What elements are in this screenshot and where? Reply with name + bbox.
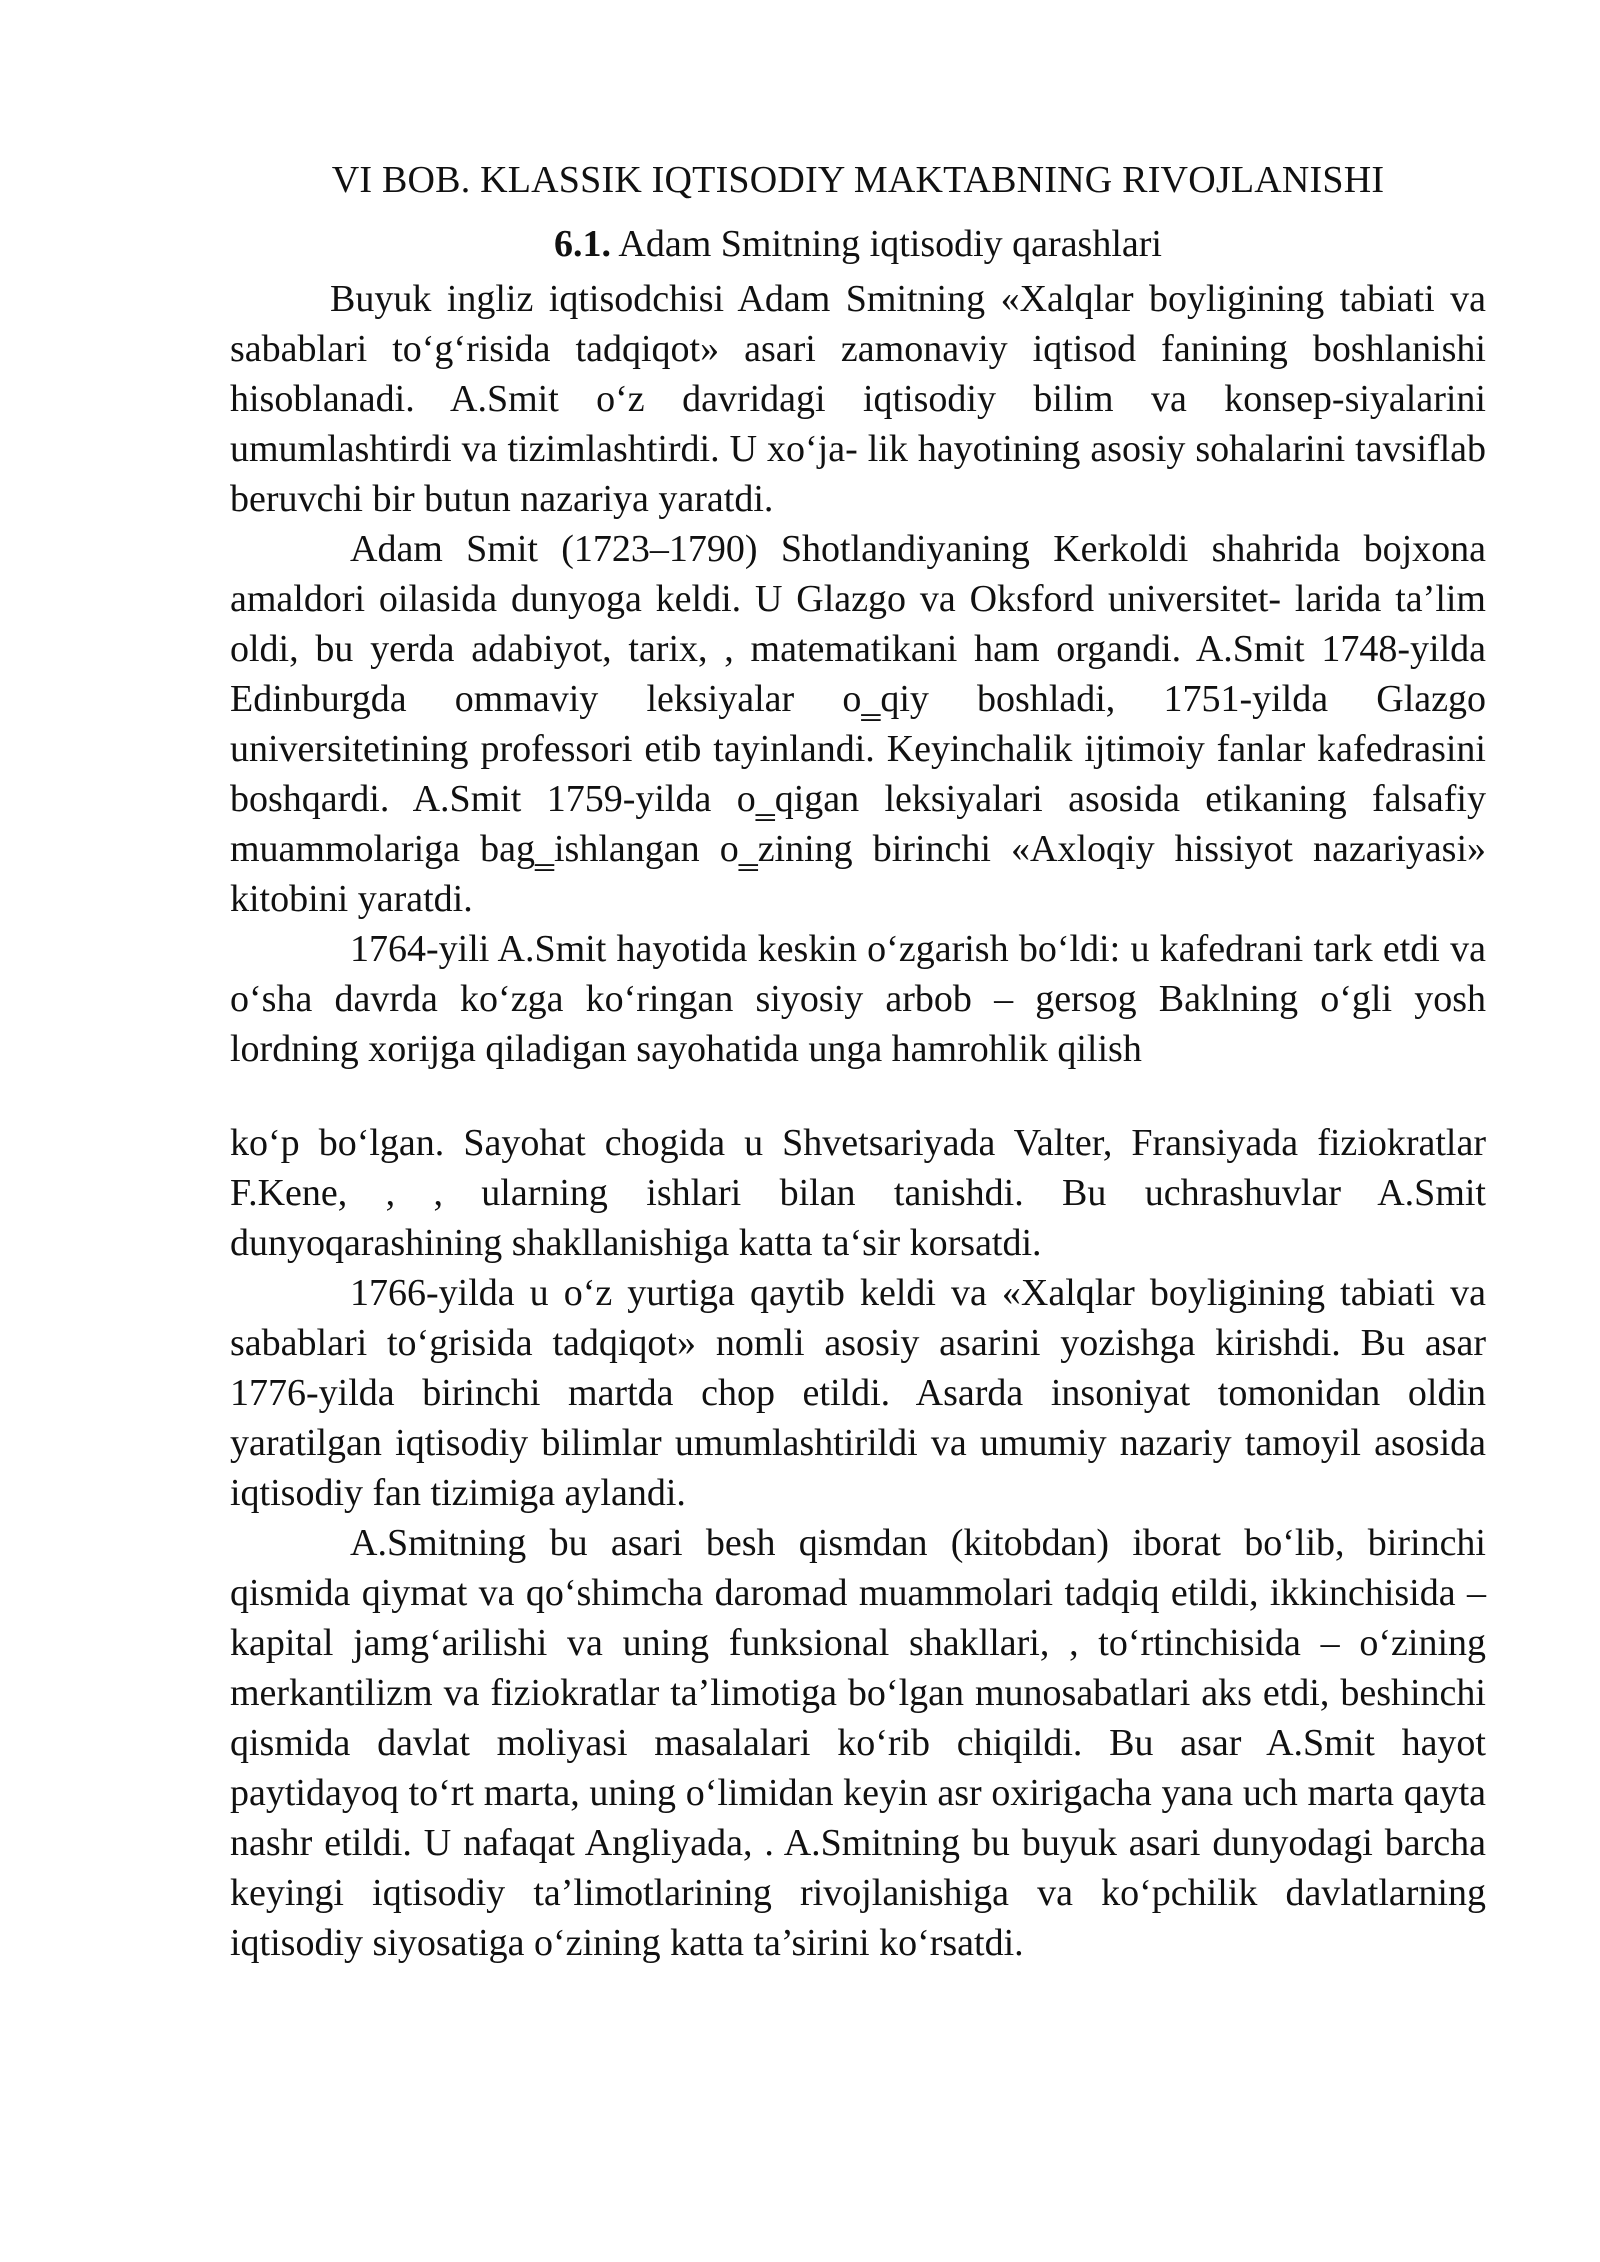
paragraph-1764: 1764-yili A.Smit hayotida keskin o‘zgarish bo‘ldi: u kafedrani tark etdi va o‘sha davrda ko‘zga ko‘ringan siyosiy arbob – gersog Baklning o‘gli yosh lordning xorijga qiladigan sayohatida unga hamrohlik qilish (230, 928, 1486, 1070)
paragraph-work-structure: A.Smitning bu asari besh qismdan (kitobdan) iborat bo‘lib, birinchi qismida qiymat va qo‘shimcha daromad muammolari tadqiq etildi, ikkinchisida – kapital jamg‘arilishi va uning funksional shakllari, , to‘rtinchisida – o‘zining merkantilizm va fiziokratlar ta’limotiga bo‘lgan munosabatlari aks etdi, beshinchi qismida davlat moliyasi masalalari ko‘rib chiqildi. Bu asar A.Smit hayot paytidayoq to‘rt marta, uning o‘limidan keyin asr oxirigacha yana uch marta qayta nashr etildi. U nafaqat Angliyada, . A.Smitning bu buyuk asari dunyodagi barcha keyingi iqtisodiy ta’limotlarining rivojlanishiga va ko‘pchilik davlatlarning iqtisodiy siyosatiga o‘zining katta ta’sirini ko‘rsatdi. (230, 1522, 1486, 1964)
chapter-title: VI BOB. KLASSIK IQTISODIY MAKTABNING RIVOJLANISHI (331, 159, 1385, 201)
text-gap (230, 1074, 1486, 1118)
paragraph-1766: 1766-yilda u o‘z yurtiga qaytib keldi va «Xalqlar boyligining tabiati va sabablari to‘grisida tadqiqot» nomli asosiy asarini yozishga kirishdi. Bu asar 1776-yilda birinchi martda chop etildi. Asarda insoniyat tomonidan oldin yaratilgan iqtisodiy bilimlar umumlashtirildi va umumiy nazariy tamoyil asosida iqtisodiy fan tizimiga aylandi. (230, 1272, 1486, 1514)
section-heading (230, 214, 1486, 274)
paragraph-continuation: ko‘p bo‘lgan. Sayohat chogida u Shvetsariyada Valter, Fransiyada fiziokratlar F.Kene, , , ularning ishlari bilan tanishdi. Bu uchrashuvlar A.Smit dunyoqarashining shakllanishiga katta ta‘sir korsatdi. (230, 1122, 1486, 1264)
section-number: 6.1. (554, 223, 612, 265)
section-title: Adam Smitning iqtisodiy qarashlari (618, 223, 1162, 265)
paragraph-biography: Adam Smit (1723–1790) Shotlandiyaning Kerkoldi shahrida bojxona amaldori oilasida dunyoga keldi. U Glazgo va Oksford universitet- larida ta’lim oldi, bu yerda adabiyot, tarix, , matematikani ham organdi. A.Smit 1748-yilda Edinburgda ommaviy leksiyalar o‗qiy boshladi, 1751-yilda Glazgo universitetining professori etib tayinlandi. Keyinchalik ijtimoiy fanlar kafedrasini boshqardi. A.Smit 1759-yilda o‗qigan leksiyalari asosida etikaning falsafiy muammolariga bag‗ishlangan o‗zining birinchi «Axloqiy hissiyot nazariyasi» kitobini yaratdi. (230, 528, 1486, 920)
document-page (230, 150, 1486, 1968)
paragraph-intro: Buyuk ingliz iqtisodchisi Adam Smitning «Xalqlar boyligining tabiati va sabablari to‘g‘risida tadqiqot» asari zamonaviy iqtisod fanining boshlanishi hisoblanadi. A.Smit o‘z davridagi iqtisodiy bilim va konsep-siyalarini umumlashtirdi va tizimlashtirdi. U xo‘ja- lik hayotining asosiy sohalarini tavsiflab beruvchi bir butun nazariya yaratdi. (230, 278, 1486, 520)
